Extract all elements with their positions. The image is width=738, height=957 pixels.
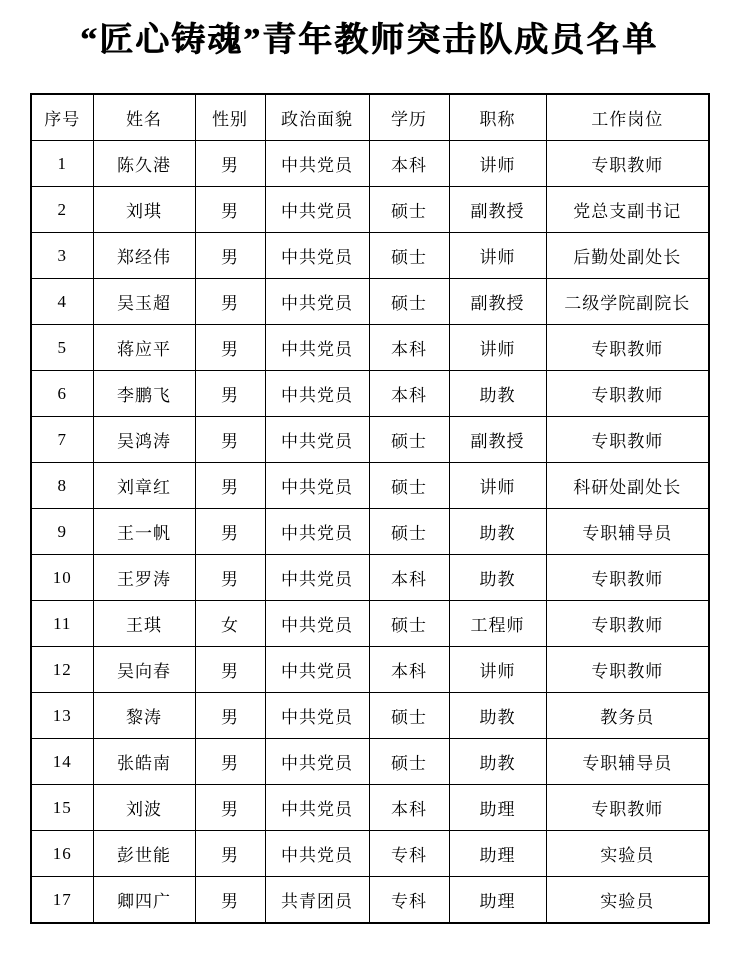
- cell-professional-title: 助教: [449, 739, 546, 785]
- cell-political-status: 中共党员: [265, 509, 369, 555]
- table-row: [31, 739, 709, 785]
- table-header-row: [31, 94, 709, 141]
- cell-job-post: 专职辅导员: [546, 739, 709, 785]
- cell-political-status: 中共党员: [265, 141, 369, 187]
- cell-gender: 男: [195, 739, 265, 785]
- cell-gender: 男: [195, 555, 265, 601]
- cell-professional-title: 副教授: [449, 417, 546, 463]
- cell-index: 17: [31, 877, 93, 924]
- cell-political-status: 中共党员: [265, 601, 369, 647]
- cell-education: 硕士: [369, 279, 449, 325]
- cell-professional-title: 副教授: [449, 187, 546, 233]
- cell-index: 16: [31, 831, 93, 877]
- cell-gender: 男: [195, 509, 265, 555]
- cell-education: 硕士: [369, 601, 449, 647]
- cell-name: 张皓南: [93, 739, 195, 785]
- table-row: [31, 187, 709, 233]
- table-row: [31, 509, 709, 555]
- cell-name: 刘波: [93, 785, 195, 831]
- cell-index: 11: [31, 601, 93, 647]
- cell-index: 7: [31, 417, 93, 463]
- cell-political-status: 中共党员: [265, 831, 369, 877]
- cell-education: 硕士: [369, 417, 449, 463]
- cell-professional-title: 副教授: [449, 279, 546, 325]
- table-body: [31, 141, 709, 924]
- cell-education: 本科: [369, 325, 449, 371]
- cell-name: 吴玉超: [93, 279, 195, 325]
- table-row: [31, 877, 709, 924]
- cell-name: 陈久港: [93, 141, 195, 187]
- cell-education: 硕士: [369, 233, 449, 279]
- cell-political-status: 中共党员: [265, 785, 369, 831]
- cell-job-post: 专职教师: [546, 141, 709, 187]
- table-row: [31, 417, 709, 463]
- cell-gender: 男: [195, 279, 265, 325]
- table-row: [31, 555, 709, 601]
- cell-professional-title: 助理: [449, 877, 546, 924]
- cell-education: 专科: [369, 877, 449, 924]
- cell-index: 8: [31, 463, 93, 509]
- cell-job-post: 后勤处副处长: [546, 233, 709, 279]
- cell-education: 本科: [369, 647, 449, 693]
- cell-index: 14: [31, 739, 93, 785]
- cell-index: 6: [31, 371, 93, 417]
- cell-gender: 男: [195, 647, 265, 693]
- cell-name: 李鹏飞: [93, 371, 195, 417]
- cell-education: 本科: [369, 555, 449, 601]
- table-row: [31, 371, 709, 417]
- cell-professional-title: 助教: [449, 509, 546, 555]
- cell-political-status: 共青团员: [265, 877, 369, 924]
- cell-education: 硕士: [369, 693, 449, 739]
- cell-name: 王罗涛: [93, 555, 195, 601]
- cell-gender: 男: [195, 233, 265, 279]
- cell-job-post: 专职教师: [546, 555, 709, 601]
- table-row: [31, 325, 709, 371]
- cell-job-post: 教务员: [546, 693, 709, 739]
- cell-gender: 女: [195, 601, 265, 647]
- cell-job-post: 专职辅导员: [546, 509, 709, 555]
- cell-political-status: 中共党员: [265, 555, 369, 601]
- cell-professional-title: 讲师: [449, 647, 546, 693]
- cell-name: 吴向春: [93, 647, 195, 693]
- cell-political-status: 中共党员: [265, 187, 369, 233]
- cell-index: 4: [31, 279, 93, 325]
- cell-education: 硕士: [369, 739, 449, 785]
- table-row: [31, 463, 709, 509]
- cell-job-post: 实验员: [546, 831, 709, 877]
- cell-gender: 男: [195, 693, 265, 739]
- cell-professional-title: 助理: [449, 831, 546, 877]
- cell-political-status: 中共党员: [265, 371, 369, 417]
- cell-job-post: 专职教师: [546, 647, 709, 693]
- cell-index: 10: [31, 555, 93, 601]
- cell-gender: 男: [195, 417, 265, 463]
- cell-name: 彭世能: [93, 831, 195, 877]
- cell-name: 吴鸿涛: [93, 417, 195, 463]
- cell-education: 硕士: [369, 463, 449, 509]
- cell-professional-title: 助理: [449, 785, 546, 831]
- cell-professional-title: 讲师: [449, 233, 546, 279]
- cell-professional-title: 讲师: [449, 463, 546, 509]
- cell-job-post: 党总支副书记: [546, 187, 709, 233]
- cell-name: 刘琪: [93, 187, 195, 233]
- cell-political-status: 中共党员: [265, 463, 369, 509]
- cell-gender: 男: [195, 141, 265, 187]
- cell-political-status: 中共党员: [265, 279, 369, 325]
- cell-gender: 男: [195, 325, 265, 371]
- cell-professional-title: 讲师: [449, 141, 546, 187]
- table-row: [31, 647, 709, 693]
- cell-education: 硕士: [369, 187, 449, 233]
- cell-name: 黎涛: [93, 693, 195, 739]
- cell-index: 15: [31, 785, 93, 831]
- cell-job-post: 专职教师: [546, 601, 709, 647]
- cell-job-post: 实验员: [546, 877, 709, 924]
- roster-table: [30, 93, 710, 924]
- cell-gender: 男: [195, 785, 265, 831]
- cell-name: 王琪: [93, 601, 195, 647]
- cell-professional-title: 助教: [449, 693, 546, 739]
- cell-education: 本科: [369, 785, 449, 831]
- cell-name: 蒋应平: [93, 325, 195, 371]
- cell-gender: 男: [195, 463, 265, 509]
- cell-job-post: 科研处副处长: [546, 463, 709, 509]
- cell-index: 3: [31, 233, 93, 279]
- table-row: [31, 233, 709, 279]
- cell-index: 9: [31, 509, 93, 555]
- cell-job-post: 二级学院副院长: [546, 279, 709, 325]
- column-header-job-post: 工作岗位: [546, 94, 709, 141]
- cell-job-post: 专职教师: [546, 325, 709, 371]
- cell-job-post: 专职教师: [546, 417, 709, 463]
- cell-professional-title: 助教: [449, 555, 546, 601]
- column-header-gender: 性别: [195, 94, 265, 141]
- cell-index: 5: [31, 325, 93, 371]
- cell-political-status: 中共党员: [265, 739, 369, 785]
- cell-political-status: 中共党员: [265, 693, 369, 739]
- column-header-education: 学历: [369, 94, 449, 141]
- cell-education: 本科: [369, 141, 449, 187]
- cell-name: 刘章红: [93, 463, 195, 509]
- table-row: [31, 601, 709, 647]
- cell-political-status: 中共党员: [265, 417, 369, 463]
- column-header-professional-title: 职称: [449, 94, 546, 141]
- cell-political-status: 中共党员: [265, 233, 369, 279]
- cell-professional-title: 工程师: [449, 601, 546, 647]
- cell-gender: 男: [195, 187, 265, 233]
- cell-professional-title: 讲师: [449, 325, 546, 371]
- cell-professional-title: 助教: [449, 371, 546, 417]
- cell-name: 王一帆: [93, 509, 195, 555]
- column-header-political-status: 政治面貌: [265, 94, 369, 141]
- column-header-index: 序号: [31, 94, 93, 141]
- cell-job-post: 专职教师: [546, 785, 709, 831]
- table-row: [31, 279, 709, 325]
- cell-education: 专科: [369, 831, 449, 877]
- cell-index: 2: [31, 187, 93, 233]
- cell-gender: 男: [195, 877, 265, 924]
- cell-name: 卿四广: [93, 877, 195, 924]
- cell-index: 13: [31, 693, 93, 739]
- cell-education: 硕士: [369, 509, 449, 555]
- cell-job-post: 专职教师: [546, 371, 709, 417]
- cell-gender: 男: [195, 371, 265, 417]
- cell-index: 12: [31, 647, 93, 693]
- table-row: [31, 785, 709, 831]
- table-row: [31, 141, 709, 187]
- table-row: [31, 693, 709, 739]
- cell-index: 1: [31, 141, 93, 187]
- cell-political-status: 中共党员: [265, 647, 369, 693]
- cell-gender: 男: [195, 831, 265, 877]
- cell-political-status: 中共党员: [265, 325, 369, 371]
- cell-name: 郑经伟: [93, 233, 195, 279]
- document-title: “匠心铸魂”青年教师突击队成员名单: [80, 22, 658, 59]
- column-header-name: 姓名: [93, 94, 195, 141]
- table-row: [31, 831, 709, 877]
- cell-education: 本科: [369, 371, 449, 417]
